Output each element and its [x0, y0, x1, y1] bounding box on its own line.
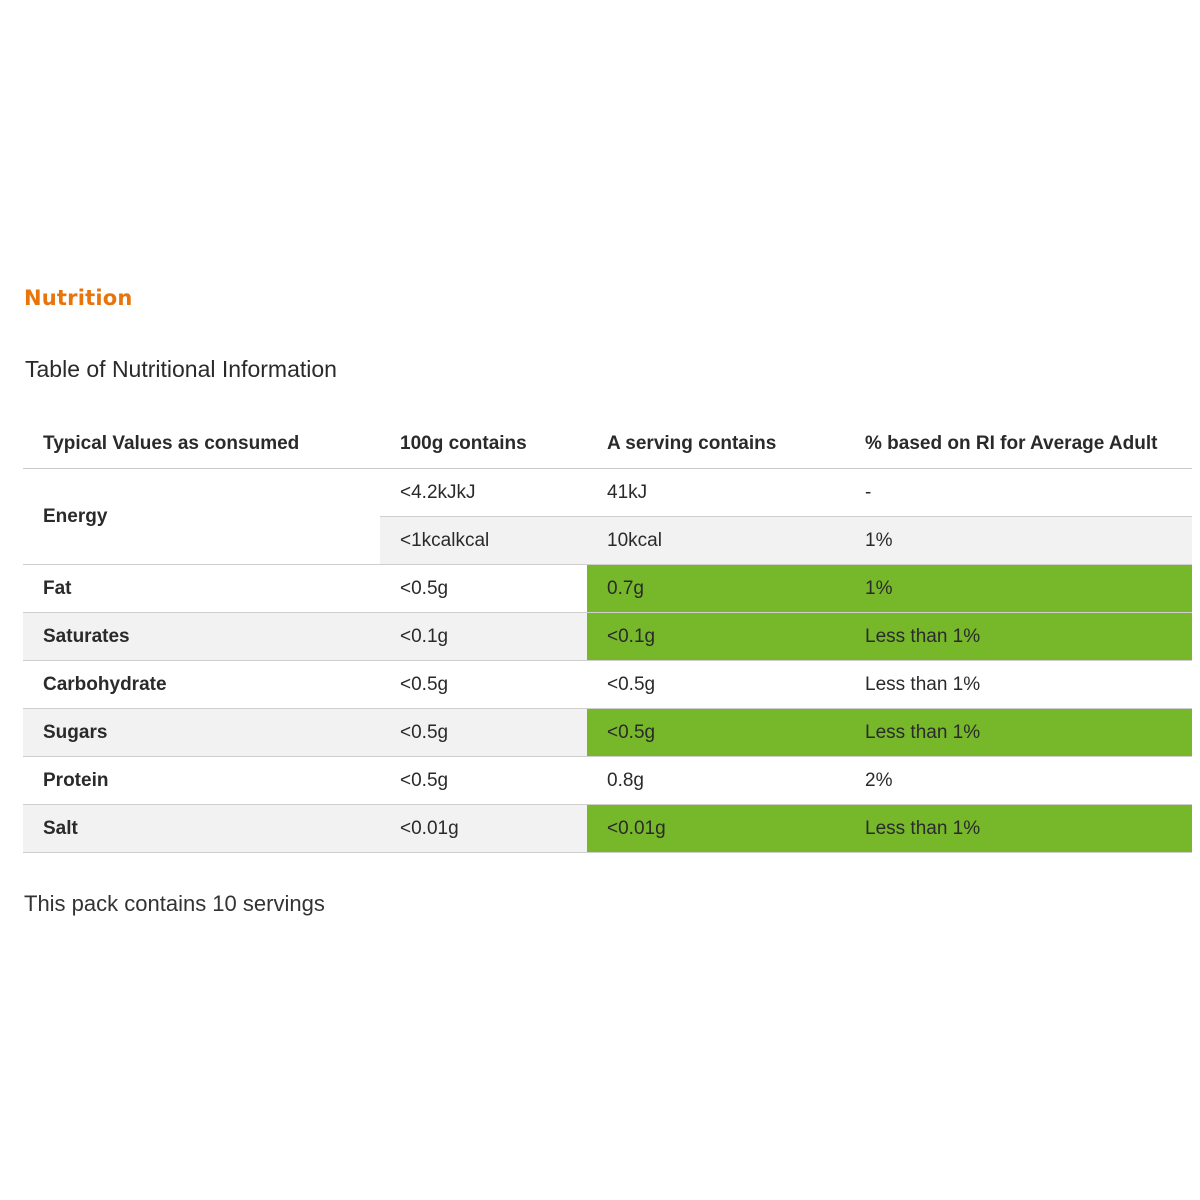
table-row-salt: [23, 805, 1192, 853]
servings-footnote: This pack contains 10 servings: [24, 891, 325, 916]
row-label-fat: Fat: [23, 565, 380, 613]
cell-energy-kj-per100g: <4.2kJkJ: [380, 469, 587, 517]
table-row-saturates: [23, 613, 1192, 661]
nutrition-table: [23, 420, 1192, 853]
cell-salt-ri: Less than 1%: [844, 805, 1192, 853]
cell-energy-kcal-per100g: <1kcalkcal: [380, 517, 587, 565]
row-label-carbohydrate: Carbohydrate: [23, 661, 380, 709]
table-heading: Table of Nutritional Information: [25, 356, 337, 382]
table-row-protein: [23, 757, 1192, 805]
column-header-per-serving: A serving contains: [587, 420, 844, 469]
cell-protein-ri: 2%: [844, 757, 1192, 805]
table-row-energy-kj: [23, 469, 1192, 517]
table-row-sugars: [23, 709, 1192, 757]
cell-carbohydrate-per100g: <0.5g: [380, 661, 587, 709]
cell-salt-serving: <0.01g: [587, 805, 844, 853]
section-title: Nutrition: [24, 286, 133, 310]
column-header-per-100g: 100g contains: [380, 420, 587, 469]
cell-fat-ri: 1%: [844, 565, 1192, 613]
cell-saturates-per100g: <0.1g: [380, 613, 587, 661]
cell-energy-kcal-serving: 10kcal: [587, 517, 844, 565]
cell-protein-per100g: <0.5g: [380, 757, 587, 805]
row-label-energy: Energy: [23, 469, 380, 565]
cell-energy-kcal-ri: 1%: [844, 517, 1192, 565]
cell-energy-kj-ri: -: [844, 469, 1192, 517]
cell-carbohydrate-serving: <0.5g: [587, 661, 844, 709]
row-label-salt: Salt: [23, 805, 380, 853]
cell-energy-kj-serving: 41kJ: [587, 469, 844, 517]
cell-carbohydrate-ri: Less than 1%: [844, 661, 1192, 709]
row-label-saturates: Saturates: [23, 613, 380, 661]
cell-salt-per100g: <0.01g: [380, 805, 587, 853]
cell-fat-per100g: <0.5g: [380, 565, 587, 613]
row-label-protein: Protein: [23, 757, 380, 805]
table-header-row: [23, 420, 1192, 469]
row-label-sugars: Sugars: [23, 709, 380, 757]
cell-sugars-serving: <0.5g: [587, 709, 844, 757]
column-header-ri-percent: % based on RI for Average Adult: [844, 420, 1192, 469]
table-row-fat: [23, 565, 1192, 613]
cell-protein-serving: 0.8g: [587, 757, 844, 805]
cell-sugars-ri: Less than 1%: [844, 709, 1192, 757]
cell-fat-serving: 0.7g: [587, 565, 844, 613]
cell-saturates-ri: Less than 1%: [844, 613, 1192, 661]
table-row-carbohydrate: [23, 661, 1192, 709]
cell-sugars-per100g: <0.5g: [380, 709, 587, 757]
cell-saturates-serving: <0.1g: [587, 613, 844, 661]
column-header-typical-values: Typical Values as consumed: [23, 420, 380, 469]
